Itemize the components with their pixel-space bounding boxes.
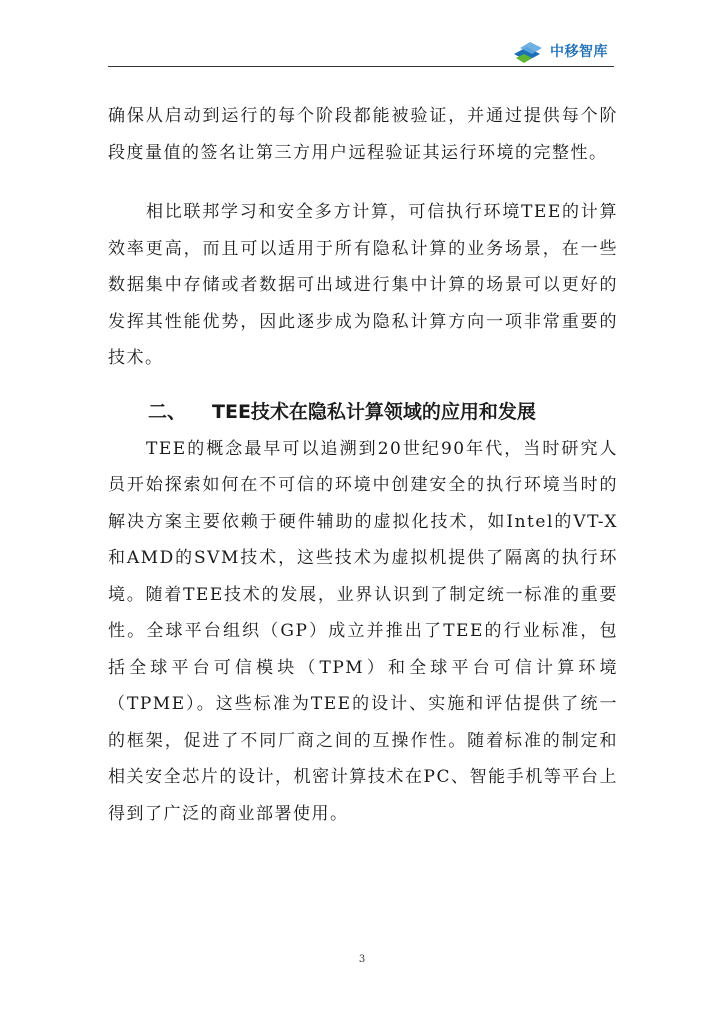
- page-number: 3: [358, 954, 366, 965]
- section-number: 二、: [148, 400, 187, 423]
- section-title: TEE技术在隐私计算领域的应用和发展: [212, 400, 536, 423]
- logo-text: 中移智库: [550, 44, 608, 60]
- header-divider: [108, 66, 614, 67]
- section-heading: [108, 393, 618, 431]
- paragraph-3: TEE的概念最早可以追溯到20世纪90年代，当时研究人员开始探索如何在不可信的环境中创建安全的执行环境当时的解决方案主要依赖于硬件辅助的虚拟化技术，如Intel的VT-X和AMD的SVM技术，这些技术为虚拟机提供了隔离的执行环境。随着TEE技术的发展，业界认识到了制定统一标准的重要性。全球平台组织（GP）成立并推出了TEE的行业标准，包括全球平台可信模块（TPM）和全球平台可信计算环境（TPME）。这些标准为TEE的设计、实施和评估提供了统一的框架，促进了不同厂商之间的互操作性。随着标准的制定和相关安全芯片的设计，机密计算技术在PC、智能手机等平台上得到了广泛的商业部署使用。: [108, 438, 618, 824]
- paragraph-2: 相比联邦学习和安全多方计算，可信执行环境TEE的计算效率更高，而且可以适用于所有隐私计算的业务场景，在一些数据集中存储或者数据可出域进行集中计算的场景可以更好的发挥其性能优势，因此逐步成为隐私计算方向一项非常重要的技术。: [108, 202, 618, 368]
- document-body: [108, 98, 618, 832]
- paragraph-1: 确保从启动到运行的每个阶段都能被验证，并通过提供每个阶段度量值的签名让第三方用户远程验证其运行环境的完整性。: [108, 106, 618, 163]
- logo-mark-icon: [512, 38, 546, 64]
- company-logo: [512, 38, 608, 64]
